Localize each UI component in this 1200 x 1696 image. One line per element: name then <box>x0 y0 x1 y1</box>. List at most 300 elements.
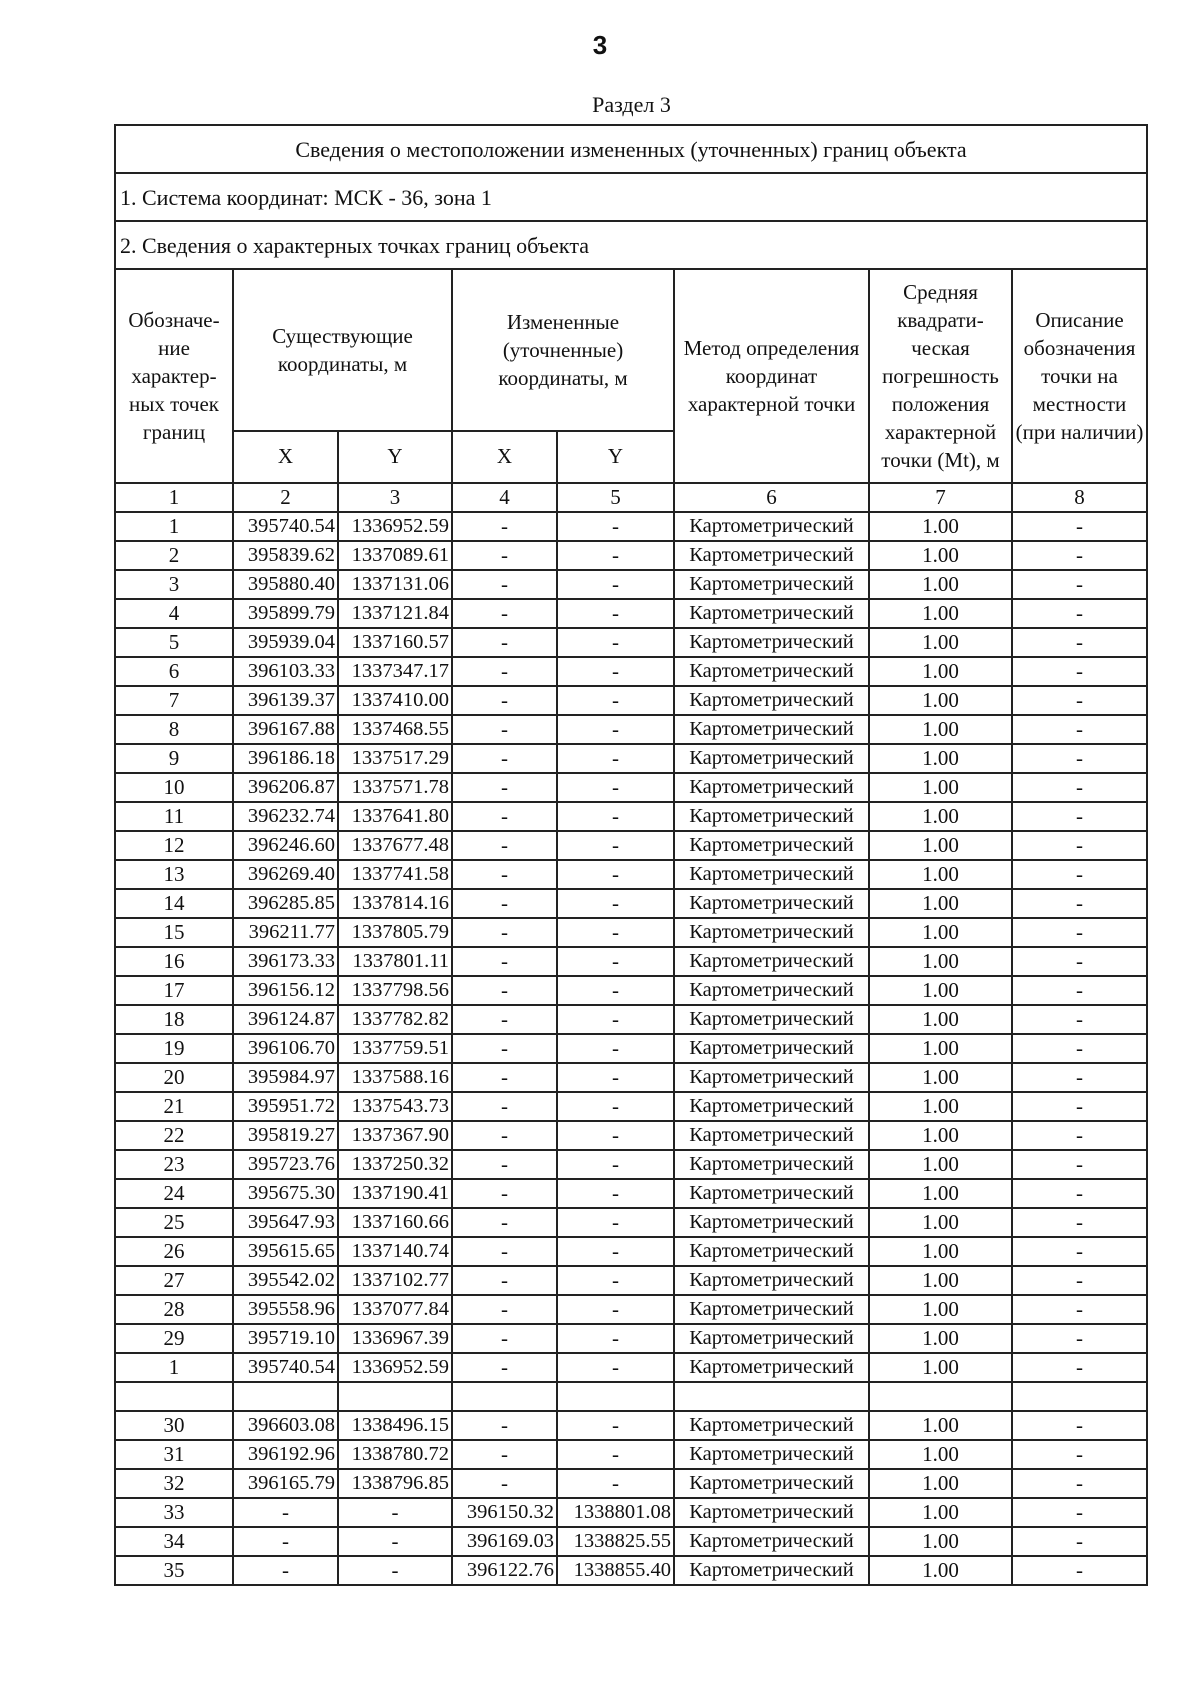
existing-x-cell: 396167.88 <box>233 715 338 744</box>
table-title: Сведения о местоположении измененных (уточненных) границ объекта <box>115 125 1147 173</box>
table-row <box>115 570 1147 599</box>
changed-x-cell: - <box>452 976 557 1005</box>
description-cell: - <box>1012 628 1147 657</box>
error-cell: 1.00 <box>869 860 1012 889</box>
table-row <box>115 1324 1147 1353</box>
existing-x-cell: - <box>233 1498 338 1527</box>
table-row <box>115 802 1147 831</box>
error-cell: 1.00 <box>869 1295 1012 1324</box>
changed-x-cell: - <box>452 1324 557 1353</box>
error-cell: 1.00 <box>869 1063 1012 1092</box>
point-id-cell: 20 <box>115 1063 233 1092</box>
existing-x-cell: 396106.70 <box>233 1034 338 1063</box>
column-number: 1 <box>115 483 233 512</box>
table-row <box>115 889 1147 918</box>
point-id-cell: 22 <box>115 1121 233 1150</box>
existing-x-cell: 396192.96 <box>233 1440 338 1469</box>
error-cell: 1.00 <box>869 1266 1012 1295</box>
method-cell: Картометрический <box>674 860 869 889</box>
description-cell: - <box>1012 541 1147 570</box>
changed-y-cell: - <box>557 599 674 628</box>
existing-x-cell: 396603.08 <box>233 1411 338 1440</box>
description-cell: - <box>1012 1092 1147 1121</box>
error-cell: 1.00 <box>869 889 1012 918</box>
point-id-cell: 24 <box>115 1179 233 1208</box>
error-cell: 1.00 <box>869 773 1012 802</box>
changed-y-cell: - <box>557 686 674 715</box>
description-cell: - <box>1012 1121 1147 1150</box>
table-row <box>115 512 1147 541</box>
error-cell: 1.00 <box>869 1440 1012 1469</box>
existing-x-cell: 395723.76 <box>233 1150 338 1179</box>
error-cell: 1.00 <box>869 1324 1012 1353</box>
description-cell: - <box>1012 1324 1147 1353</box>
error-cell: 1.00 <box>869 831 1012 860</box>
table-row <box>115 541 1147 570</box>
method-cell: Картометрический <box>674 1063 869 1092</box>
existing-y-cell: 1337543.73 <box>338 1092 452 1121</box>
description-cell: - <box>1012 1469 1147 1498</box>
changed-y-cell: - <box>557 1469 674 1498</box>
description-cell: - <box>1012 657 1147 686</box>
changed-x-cell: 396150.32 <box>452 1498 557 1527</box>
changed-x-cell: - <box>452 831 557 860</box>
existing-x-cell: 395939.04 <box>233 628 338 657</box>
error-cell: 1.00 <box>869 1179 1012 1208</box>
existing-x-cell: 395819.27 <box>233 1121 338 1150</box>
existing-y-cell: 1337588.16 <box>338 1063 452 1092</box>
column-number: 5 <box>557 483 674 512</box>
error-cell: 1.00 <box>869 802 1012 831</box>
changed-x-cell: - <box>452 541 557 570</box>
changed-x-cell: - <box>452 1150 557 1179</box>
point-id-cell: 23 <box>115 1150 233 1179</box>
method-cell: Картометрический <box>674 1498 869 1527</box>
changed-y-cell: 1338825.55 <box>557 1527 674 1556</box>
existing-x-cell: 396269.40 <box>233 860 338 889</box>
table-row <box>115 1005 1147 1034</box>
existing-y-cell: 1337805.79 <box>338 918 452 947</box>
changed-y-cell: - <box>557 1034 674 1063</box>
existing-y-cell: 1338796.85 <box>338 1469 452 1498</box>
error-cell: 1.00 <box>869 541 1012 570</box>
method-cell: Картометрический <box>674 1556 869 1585</box>
header-changed-x: X <box>452 431 557 483</box>
changed-x-cell: 396169.03 <box>452 1527 557 1556</box>
changed-x-cell: - <box>452 1005 557 1034</box>
description-cell: - <box>1012 976 1147 1005</box>
changed-x-cell: - <box>452 1411 557 1440</box>
point-id-cell: 3 <box>115 570 233 599</box>
existing-y-cell: 1337677.48 <box>338 831 452 860</box>
point-id-cell: 14 <box>115 889 233 918</box>
changed-y-cell: - <box>557 947 674 976</box>
error-cell: 1.00 <box>869 1469 1012 1498</box>
method-cell: Картометрический <box>674 1237 869 1266</box>
error-cell: 1.00 <box>869 1121 1012 1150</box>
method-cell: Картометрический <box>674 1179 869 1208</box>
changed-y-cell: - <box>557 657 674 686</box>
table-row <box>115 1498 1147 1527</box>
point-id-cell: 30 <box>115 1411 233 1440</box>
changed-x-cell: - <box>452 918 557 947</box>
existing-x-cell: 396156.12 <box>233 976 338 1005</box>
changed-x-cell: - <box>452 889 557 918</box>
table-row <box>115 1092 1147 1121</box>
method-cell: Картометрический <box>674 1324 869 1353</box>
existing-x-cell: 395984.97 <box>233 1063 338 1092</box>
changed-x-cell: - <box>452 1266 557 1295</box>
point-id-cell: 16 <box>115 947 233 976</box>
header-mean-square-error: Средняя квадрати-ческая погрешность положения характерной точки (Mt), м <box>869 269 1012 483</box>
description-cell <box>1012 1382 1147 1411</box>
error-cell: 1.00 <box>869 570 1012 599</box>
error-cell: 1.00 <box>869 744 1012 773</box>
point-id-cell: 11 <box>115 802 233 831</box>
existing-y-cell: 1337759.51 <box>338 1034 452 1063</box>
changed-y-cell: - <box>557 744 674 773</box>
point-id-cell: 18 <box>115 1005 233 1034</box>
error-cell: 1.00 <box>869 1208 1012 1237</box>
table-row <box>115 1179 1147 1208</box>
existing-x-cell: - <box>233 1556 338 1585</box>
point-id-cell: 25 <box>115 1208 233 1237</box>
changed-y-cell: - <box>557 570 674 599</box>
table-row <box>115 686 1147 715</box>
point-id-cell: 5 <box>115 628 233 657</box>
point-id-cell: 1 <box>115 1353 233 1382</box>
table-row <box>115 1440 1147 1469</box>
point-id-cell: 8 <box>115 715 233 744</box>
description-cell: - <box>1012 1237 1147 1266</box>
changed-y-cell: - <box>557 541 674 570</box>
point-id-cell: 29 <box>115 1324 233 1353</box>
point-id-cell: 21 <box>115 1092 233 1121</box>
changed-x-cell: - <box>452 512 557 541</box>
existing-y-cell: 1337410.00 <box>338 686 452 715</box>
changed-x-cell: - <box>452 1179 557 1208</box>
changed-x-cell: - <box>452 860 557 889</box>
changed-y-cell: - <box>557 1150 674 1179</box>
changed-x-cell: - <box>452 1121 557 1150</box>
changed-y-cell: - <box>557 1237 674 1266</box>
error-cell <box>869 1382 1012 1411</box>
error-cell: 1.00 <box>869 657 1012 686</box>
point-id-cell: 35 <box>115 1556 233 1585</box>
changed-y-cell: - <box>557 918 674 947</box>
table-row <box>115 657 1147 686</box>
point-id-cell: 31 <box>115 1440 233 1469</box>
method-cell: Картометрический <box>674 1440 869 1469</box>
description-cell: - <box>1012 512 1147 541</box>
point-id-cell: 12 <box>115 831 233 860</box>
existing-x-cell: 396173.33 <box>233 947 338 976</box>
table-row <box>115 1411 1147 1440</box>
table-row <box>115 744 1147 773</box>
description-cell: - <box>1012 744 1147 773</box>
table-row <box>115 1121 1147 1150</box>
existing-x-cell: 395675.30 <box>233 1179 338 1208</box>
existing-x-cell: 395951.72 <box>233 1092 338 1121</box>
error-cell: 1.00 <box>869 599 1012 628</box>
existing-y-cell: 1337102.77 <box>338 1266 452 1295</box>
error-cell: 1.00 <box>869 1527 1012 1556</box>
existing-y-cell: 1336952.59 <box>338 1353 452 1382</box>
table-row <box>115 1063 1147 1092</box>
existing-y-cell: 1337160.66 <box>338 1208 452 1237</box>
error-cell: 1.00 <box>869 512 1012 541</box>
table-row <box>115 1382 1147 1411</box>
existing-x-cell: 396186.18 <box>233 744 338 773</box>
existing-y-cell: 1337741.58 <box>338 860 452 889</box>
column-number: 6 <box>674 483 869 512</box>
existing-y-cell: 1337160.57 <box>338 628 452 657</box>
description-cell: - <box>1012 1150 1147 1179</box>
method-cell: Картометрический <box>674 1266 869 1295</box>
point-id-cell: 15 <box>115 918 233 947</box>
method-cell: Картометрический <box>674 628 869 657</box>
error-cell: 1.00 <box>869 1092 1012 1121</box>
method-cell: Картометрический <box>674 918 869 947</box>
changed-y-cell: - <box>557 1208 674 1237</box>
existing-y-cell: 1337367.90 <box>338 1121 452 1150</box>
error-cell: 1.00 <box>869 1034 1012 1063</box>
table-row <box>115 1527 1147 1556</box>
existing-x-cell: 395899.79 <box>233 599 338 628</box>
method-cell: Картометрический <box>674 1121 869 1150</box>
existing-x-cell: 396246.60 <box>233 831 338 860</box>
changed-x-cell: - <box>452 1295 557 1324</box>
section-title: Раздел 3 <box>592 92 671 117</box>
changed-x-cell <box>452 1382 557 1411</box>
method-cell: Картометрический <box>674 1353 869 1382</box>
existing-x-cell: 395647.93 <box>233 1208 338 1237</box>
description-cell: - <box>1012 1034 1147 1063</box>
changed-x-cell: - <box>452 570 557 599</box>
table-row <box>115 918 1147 947</box>
description-cell: - <box>1012 715 1147 744</box>
changed-x-cell: - <box>452 1034 557 1063</box>
column-number: 8 <box>1012 483 1147 512</box>
changed-y-cell: - <box>557 1005 674 1034</box>
error-cell: 1.00 <box>869 1498 1012 1527</box>
point-id-cell: 10 <box>115 773 233 802</box>
existing-y-cell: 1337190.41 <box>338 1179 452 1208</box>
method-cell: Картометрический <box>674 1034 869 1063</box>
error-cell: 1.00 <box>869 947 1012 976</box>
existing-x-cell: 395719.10 <box>233 1324 338 1353</box>
description-cell: - <box>1012 1440 1147 1469</box>
method-cell: Картометрический <box>674 1411 869 1440</box>
existing-x-cell: - <box>233 1527 338 1556</box>
existing-y-cell: - <box>338 1527 452 1556</box>
header-changed-y: Y <box>557 431 674 483</box>
point-id-cell: 26 <box>115 1237 233 1266</box>
existing-y-cell: 1337641.80 <box>338 802 452 831</box>
method-cell: Картометрический <box>674 541 869 570</box>
changed-x-cell: - <box>452 1092 557 1121</box>
method-cell: Картометрический <box>674 976 869 1005</box>
changed-y-cell: - <box>557 1063 674 1092</box>
existing-x-cell: 396206.87 <box>233 773 338 802</box>
method-cell <box>674 1382 869 1411</box>
description-cell: - <box>1012 1295 1147 1324</box>
changed-y-cell: - <box>557 1440 674 1469</box>
method-cell: Картометрический <box>674 1092 869 1121</box>
method-cell: Картометрический <box>674 831 869 860</box>
existing-x-cell: 396103.33 <box>233 657 338 686</box>
existing-x-cell: 396285.85 <box>233 889 338 918</box>
error-cell: 1.00 <box>869 686 1012 715</box>
changed-x-cell: - <box>452 1353 557 1382</box>
column-number: 2 <box>233 483 338 512</box>
changed-y-cell: 1338855.40 <box>557 1556 674 1585</box>
description-cell: - <box>1012 1208 1147 1237</box>
changed-x-cell: - <box>452 1063 557 1092</box>
description-cell: - <box>1012 889 1147 918</box>
changed-x-cell: - <box>452 744 557 773</box>
existing-x-cell <box>233 1382 338 1411</box>
error-cell: 1.00 <box>869 918 1012 947</box>
point-id-cell: 27 <box>115 1266 233 1295</box>
changed-x-cell: - <box>452 1469 557 1498</box>
description-cell: - <box>1012 1498 1147 1527</box>
method-cell: Картометрический <box>674 947 869 976</box>
changed-y-cell: - <box>557 1324 674 1353</box>
description-cell: - <box>1012 1063 1147 1092</box>
description-cell: - <box>1012 831 1147 860</box>
header-existing-y: Y <box>338 431 452 483</box>
description-cell: - <box>1012 1266 1147 1295</box>
point-id-cell: 9 <box>115 744 233 773</box>
existing-x-cell: 395839.62 <box>233 541 338 570</box>
existing-y-cell: 1337798.56 <box>338 976 452 1005</box>
method-cell: Картометрический <box>674 802 869 831</box>
changed-y-cell: - <box>557 831 674 860</box>
existing-y-cell: - <box>338 1556 452 1585</box>
description-cell: - <box>1012 1411 1147 1440</box>
description-cell: - <box>1012 1005 1147 1034</box>
method-cell: Картометрический <box>674 1295 869 1324</box>
existing-x-cell: 396232.74 <box>233 802 338 831</box>
method-cell: Картометрический <box>674 657 869 686</box>
existing-x-cell: 395542.02 <box>233 1266 338 1295</box>
changed-y-cell: - <box>557 1295 674 1324</box>
changed-x-cell: - <box>452 1208 557 1237</box>
existing-x-cell: 395615.65 <box>233 1237 338 1266</box>
changed-y-cell: - <box>557 860 674 889</box>
changed-y-cell: - <box>557 976 674 1005</box>
existing-y-cell: 1337121.84 <box>338 599 452 628</box>
error-cell: 1.00 <box>869 1005 1012 1034</box>
point-id-cell: 13 <box>115 860 233 889</box>
existing-x-cell: 395880.40 <box>233 570 338 599</box>
table-row <box>115 1034 1147 1063</box>
method-cell: Картометрический <box>674 1469 869 1498</box>
changed-y-cell: - <box>557 1121 674 1150</box>
existing-y-cell: 1337250.32 <box>338 1150 452 1179</box>
table-row <box>115 976 1147 1005</box>
existing-y-cell: 1337077.84 <box>338 1295 452 1324</box>
changed-y-cell: - <box>557 773 674 802</box>
description-cell: - <box>1012 918 1147 947</box>
existing-y-cell: 1337468.55 <box>338 715 452 744</box>
error-cell: 1.00 <box>869 1150 1012 1179</box>
error-cell: 1.00 <box>869 976 1012 1005</box>
table-row <box>115 1208 1147 1237</box>
changed-x-cell: - <box>452 686 557 715</box>
existing-y-cell: 1337571.78 <box>338 773 452 802</box>
changed-x-cell: - <box>452 715 557 744</box>
method-cell: Картометрический <box>674 1527 869 1556</box>
table-row <box>115 715 1147 744</box>
existing-x-cell: 395558.96 <box>233 1295 338 1324</box>
method-cell: Картометрический <box>674 1150 869 1179</box>
header-description: Описание обозначения точки на местности (при наличии) <box>1012 269 1147 483</box>
changed-y-cell: - <box>557 715 674 744</box>
point-id-cell: 32 <box>115 1469 233 1498</box>
existing-x-cell: 396165.79 <box>233 1469 338 1498</box>
header-existing-coordinates: Существующие координаты, м <box>233 269 452 431</box>
changed-x-cell: 396122.76 <box>452 1556 557 1585</box>
method-cell: Картометрический <box>674 744 869 773</box>
changed-y-cell: - <box>557 628 674 657</box>
description-cell: - <box>1012 947 1147 976</box>
error-cell: 1.00 <box>869 1237 1012 1266</box>
existing-y-cell: - <box>338 1498 452 1527</box>
table-row <box>115 947 1147 976</box>
point-id-cell: 2 <box>115 541 233 570</box>
error-cell: 1.00 <box>869 1556 1012 1585</box>
table-row <box>115 831 1147 860</box>
existing-y-cell: 1338496.15 <box>338 1411 452 1440</box>
method-cell: Картометрический <box>674 599 869 628</box>
error-cell: 1.00 <box>869 1411 1012 1440</box>
table-row <box>115 1150 1147 1179</box>
method-cell: Картометрический <box>674 715 869 744</box>
existing-y-cell: 1338780.72 <box>338 1440 452 1469</box>
changed-y-cell: - <box>557 512 674 541</box>
method-cell: Картометрический <box>674 570 869 599</box>
changed-y-cell: - <box>557 802 674 831</box>
header-existing-x: X <box>233 431 338 483</box>
changed-x-cell: - <box>452 773 557 802</box>
description-cell: - <box>1012 802 1147 831</box>
existing-x-cell: 395740.54 <box>233 512 338 541</box>
table-row <box>115 1353 1147 1382</box>
point-id-cell: 19 <box>115 1034 233 1063</box>
changed-y-cell <box>557 1382 674 1411</box>
description-cell: - <box>1012 1527 1147 1556</box>
column-number: 7 <box>869 483 1012 512</box>
page-number: 3 <box>592 30 608 60</box>
description-cell: - <box>1012 1353 1147 1382</box>
error-cell: 1.00 <box>869 628 1012 657</box>
existing-y-cell: 1337814.16 <box>338 889 452 918</box>
changed-y-cell: - <box>557 889 674 918</box>
existing-y-cell: 1337089.61 <box>338 541 452 570</box>
description-cell: - <box>1012 773 1147 802</box>
table-row <box>115 1266 1147 1295</box>
column-number: 3 <box>338 483 452 512</box>
existing-x-cell: 395740.54 <box>233 1353 338 1382</box>
description-cell: - <box>1012 599 1147 628</box>
changed-y-cell: - <box>557 1411 674 1440</box>
method-cell: Картометрический <box>674 773 869 802</box>
changed-y-cell: 1338801.08 <box>557 1498 674 1527</box>
coordinate-system: 1. Система координат: МСК - 36, зона 1 <box>115 173 1147 221</box>
table-row <box>115 860 1147 889</box>
